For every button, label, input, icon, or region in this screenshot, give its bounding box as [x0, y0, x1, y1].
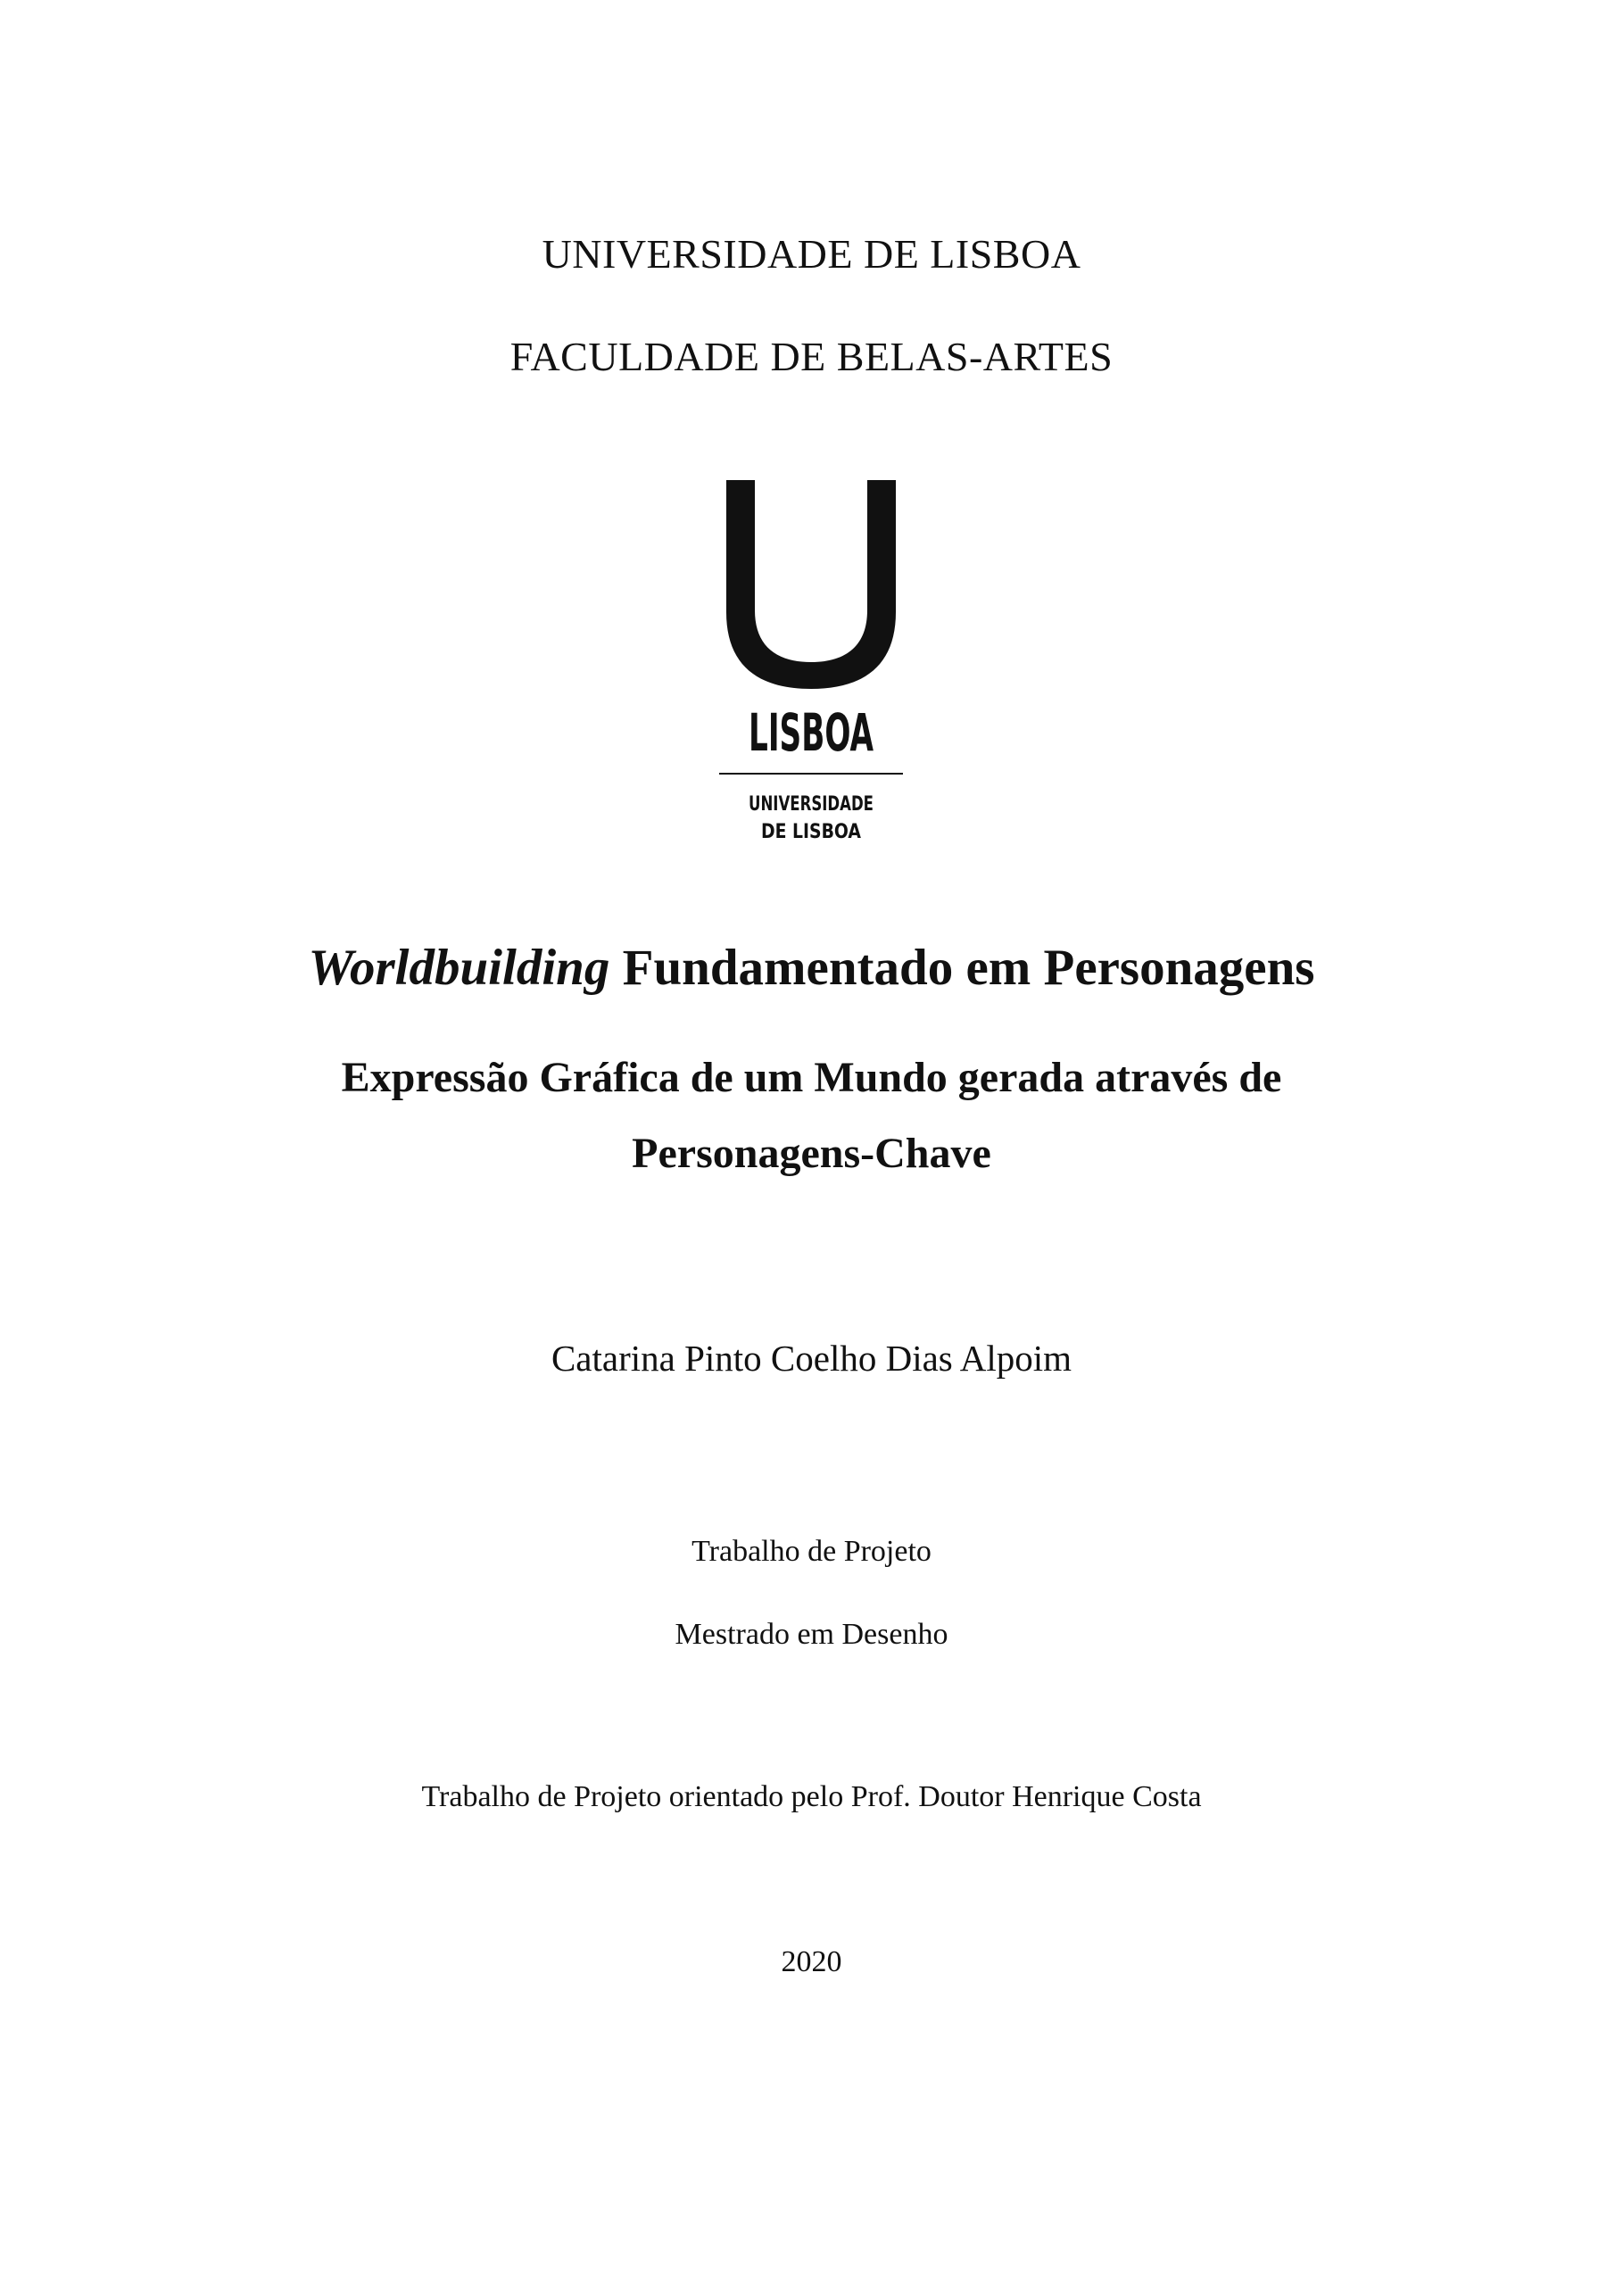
thesis-subtitle-line1: Expressão Gráfica de um Mundo gerada através de: [341, 1054, 1282, 1101]
logo-caption-line2: DE LISBOA: [761, 821, 861, 843]
thesis-title-rest: Fundamentado em Personagens: [609, 940, 1315, 996]
university-name: UNIVERSIDADE DE LISBOA: [542, 231, 1081, 277]
degree-name: Mestrado em Desenho: [675, 1618, 948, 1651]
logo-divider: [719, 773, 903, 775]
logo-caption-line1: UNIVERSIDADE: [749, 793, 874, 816]
faculty-name: FACULDADE DE BELAS-ARTES: [509, 334, 1114, 379]
thesis-title: [0, 939, 1623, 997]
advisor-statement: Trabalho de Projeto orientado pelo Prof. Doutor Henrique Costa: [421, 1780, 1202, 1813]
ulisboa-logo-icon: [719, 478, 903, 853]
thesis-title-italic: Worldbuilding: [308, 940, 610, 996]
thesis-subtitle-line2: Personagens-Chave: [632, 1130, 991, 1177]
publication-year: 2020: [781, 1945, 842, 1978]
logo-wordmark: LISBOA: [749, 702, 874, 763]
logo-u-shape: [726, 480, 896, 689]
work-type: Trabalho de Projeto: [691, 1535, 932, 1568]
author-name: Catarina Pinto Coelho Dias Alpoim: [551, 1338, 1072, 1379]
